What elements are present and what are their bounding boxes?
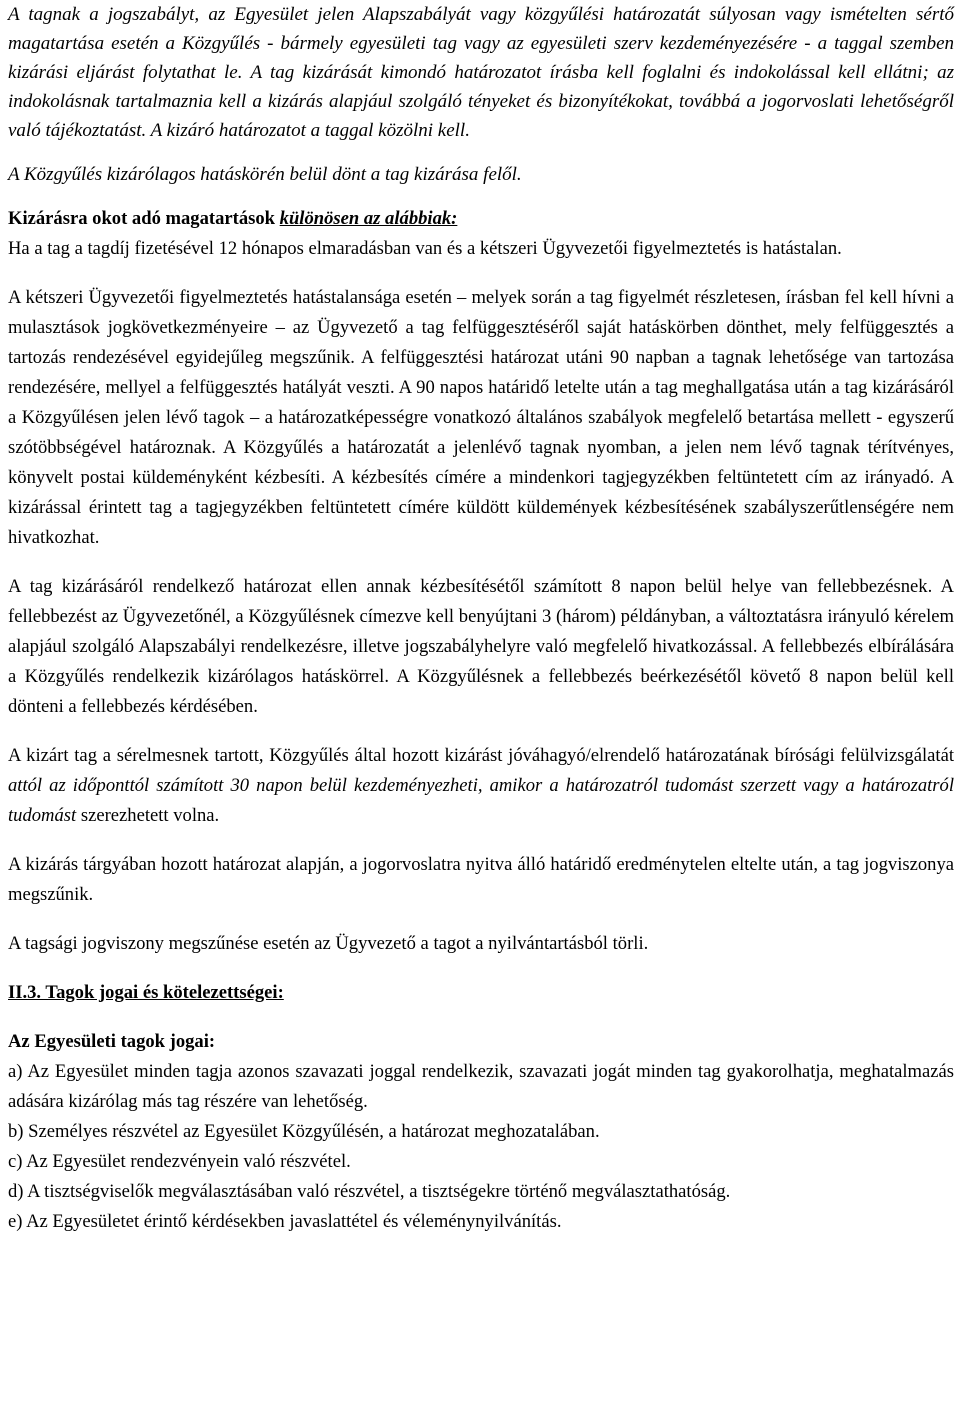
judicial-review-paragraph (8, 741, 954, 831)
rights-item-d: d) A tisztségviselők megválasztásában való részvétel, a tisztségekre történő megválasztathatóság. (8, 1181, 731, 1202)
appeal-paragraph: A tag kizárásáról rendelkező határozat ellen annak kézbesítésétől számított 8 napon belül helye van fellebbezésnek. A fellebbezést az Ügyvezetőnél, a Közgyűlésnek címezve kell benyújtani 3 (három) példányban, a változtatásra irányuló kérelem alapjául szolgáló Alapszabályi rendelkezésre, illetve jogszabályhelyre való megfelelő hivatkozással. A fellebbezés elbírálására a Közgyűlés rendelkezik kizárólagos hatáskörrel. A Közgyűlésnek a fellebbezés beérkezésétől követő 8 napon belül kell dönteni a fellebbezés kérdésében. (8, 576, 954, 717)
rights-item-c: c) Az Egyesület rendezvényein való részvétel. (8, 1151, 351, 1172)
exclusion-grounds-heading: Kizárásra okot adó magatartások (8, 208, 280, 229)
suspension-paragraph: A kétszeri Ügyvezetői figyelmeztetés hatástalansága esetén – melyek során a tag figyelmét részletesen, írásban fel kell hívni a mulasztások jogkövetkezményeire – az Ügyvezető a tag felfüggesztéséről saját hatáskörben dönthet, mely felfüggesztés a tartozás rendezésével egyidejűleg megszűnik. A felfüggesztési határozat utáni 90 napban a tagnak lehetősége van tartozása rendezésére, mellyel a felfüggesztés hatályát veszti. A 90 napos határidő letelte után a tag meghallgatása után a tag kizárásáról a Közgyűlésen jelen lévő tagok – a határozatképességre vonatkozó általános szabályok megfelelő betartása mellett - egyszerű szótöbbségével határoznak. A Közgyűlés a határozatát a jelenlévő tagnak nyomban, a jelen nem lévő tagnak térítvényes, könyvelt postai küldeményként kézbesíti. A kézbesítés címére a mindenkori tagjegyzékben feltüntetett cím az irányadó. A kizárással érintett tag a tagjegyzékben feltüntetett címére küldött küldemények kézbesítésének szabályszerűtlenségére nem hivatkozhat. (8, 287, 954, 548)
membership-termination-paragraph: A kizárás tárgyában hozott határozat alapján, a jogorvoslatra nyitva álló határidő eredménytelen eltelte után, a tag jogviszonya megszűnik. (8, 854, 954, 905)
judicial-review-text-end: szerezhetett volna. (76, 805, 220, 826)
exclusion-grounds-paragraph (8, 204, 954, 264)
rights-item-b: b) Személyes részvétel az Egyesület Közgyűlésén, a határozat meghozatalában. (8, 1121, 600, 1142)
exclusion-procedure-paragraph: A tagnak a jogszabályt, az Egyesület jelen Alapszabályát vagy közgyűlési határozatát súlyosan vagy ismételten sértő magatartása esetén a Közgyűlés - bármely egyesületi tag vagy az egyesületi szerv kezdeményezésére - a taggal szemben kizárási eljárást folytathat le. A tag kizárását kimondó határozatot írásba kell foglalni és indokolással kell ellátni; az indokolásnak tartalmaznia kell a kizárás alapjául szolgáló tényeket és bizonyítékokat, továbbá a jogorvoslati lehetőségről való tájékoztatást. A kizáró határozatot a taggal közölni kell. (8, 4, 954, 141)
rights-heading: Az Egyesületi tagok jogai: (8, 1031, 216, 1052)
registry-removal-paragraph: A tagsági jogviszony megszűnése esetén az Ügyvezető a tagot a nyilvántartásból törli. (8, 933, 649, 954)
exclusion-grounds-heading-emphasis: különösen az alábbiak: (279, 208, 458, 229)
judicial-review-text: A kizárt tag a sérelmesnek tartott, Közgyűlés által hozott kizárást jóváhagyó/elrendelő határozatának bírósági felülvizsgálatát (8, 745, 954, 766)
section-heading: II.3. Tagok jogai és kötelezettségei: (8, 982, 284, 1003)
rights-item-e: e) Az Egyesületet érintő kérdésekben javaslattétel és véleménynyilvánítás. (8, 1211, 562, 1232)
general-assembly-competence-paragraph: A Közgyűlés kizárólagos hatáskörén belül dönt a tag kizárása felől. (8, 164, 522, 185)
document-page (8, 0, 954, 1237)
rights-item-a: a) Az Egyesület minden tagja azonos szavazati joggal rendelkezik, szavazati jogát minden tag gyakorolhatja, meghatalmazás adására kizárólag más tag részére van lehetőség. (8, 1061, 954, 1112)
exclusion-grounds-body: Ha a tag a tagdíj fizetésével 12 hónapos elmaradásban van és a kétszeri Ügyvezetői figyelmeztetés is hatástalan. (8, 238, 842, 259)
judicial-review-deadline: attól az időponttól számított 30 napon belül kezdeményezheti, amikor a határozatról tudomást szerzett vagy a határozatról tudomást (8, 775, 954, 826)
